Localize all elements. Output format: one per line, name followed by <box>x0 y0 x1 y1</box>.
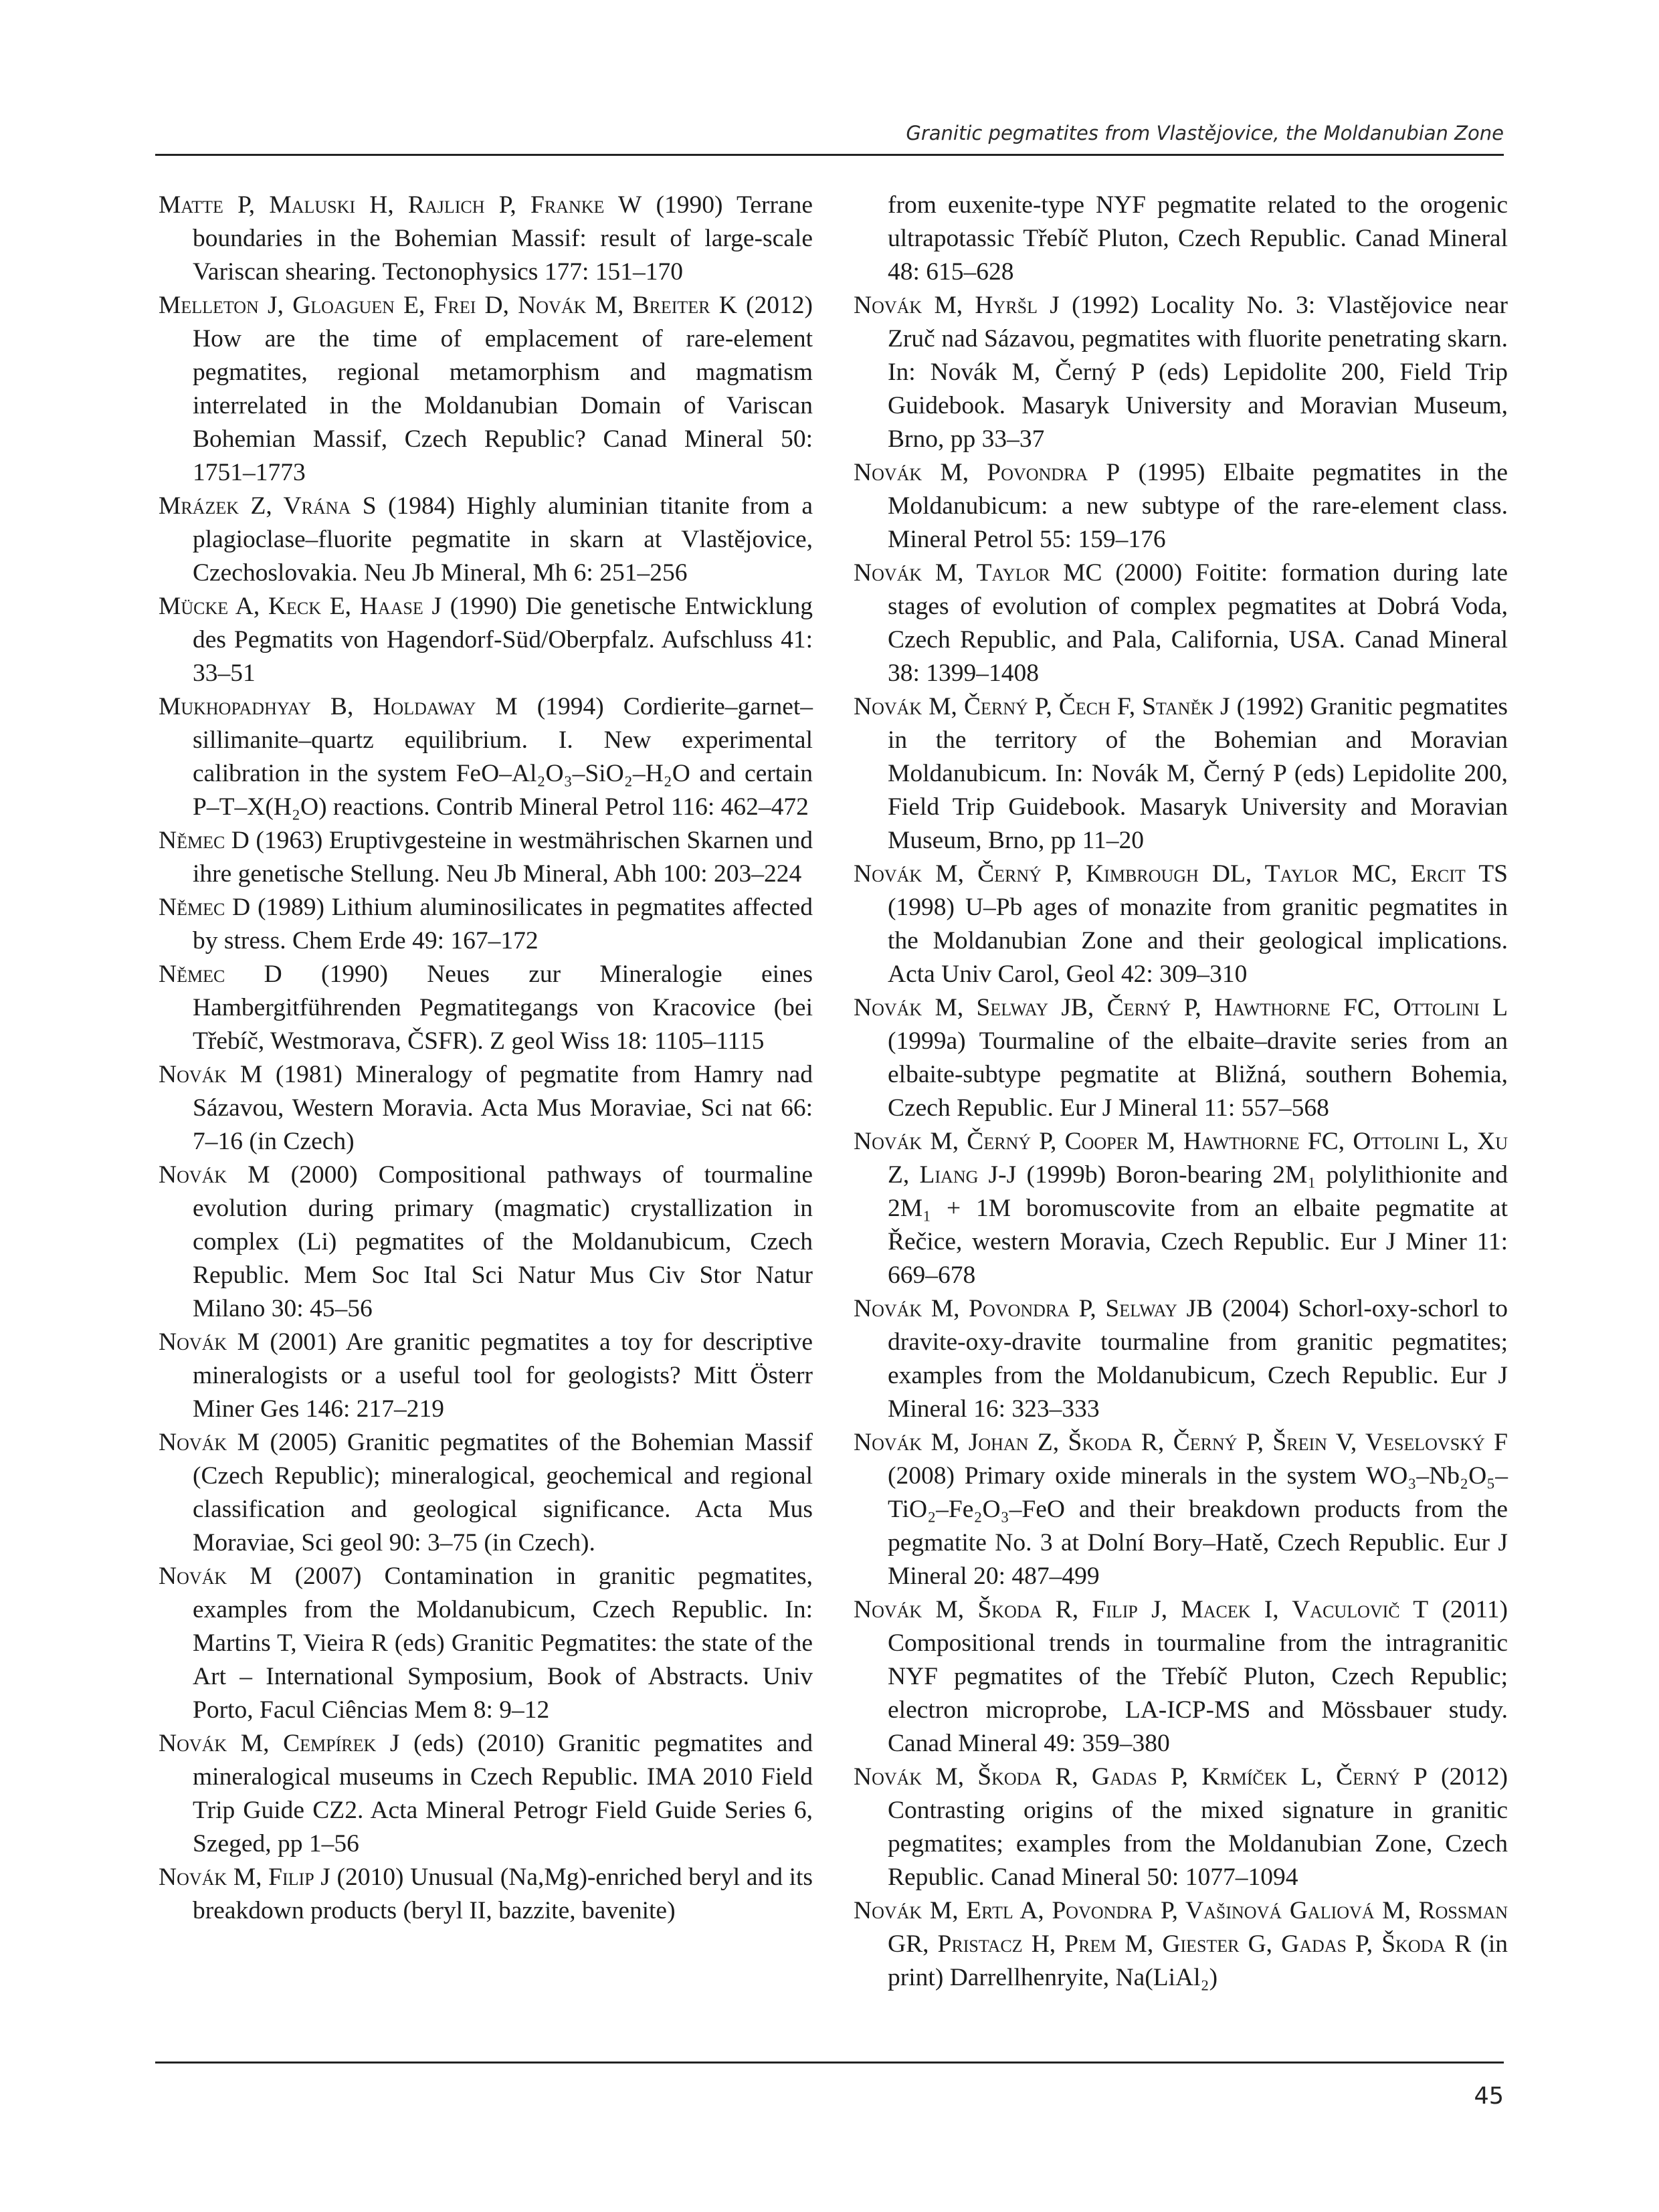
references-column-right <box>854 189 1508 2048</box>
reference-entry <box>159 1426 813 1560</box>
reference-text: (1992) Granitic pegmatites in the territory of the Bohemian and Moravian Moldanubicum. In: Novák M, Černý P (eds) Lepidolite 200, Field Trip Guidebook. Masaryk University and Moravian Museum, Brno, pp 11–20 <box>888 693 1508 854</box>
footer-rule <box>155 2062 1504 2064</box>
reference-authors: Novák M, Černý P, Čech F, Staněk J <box>854 693 1230 720</box>
reference-authors: Mukhopadhyay B, Holdaway M <box>159 693 518 720</box>
reference-entry <box>159 891 813 958</box>
reference-entry <box>159 1159 813 1326</box>
reference-text: (2007) Contamination in granitic pegmatites, examples from the Moldanubicum, Czech Republic. In: Martins T, Vieira R (eds) Granitic Pegmatites: the state of the Art – International Symposium, Book of Abstracts. Univ Porto, Facul Ciências Mem 8: 9–12 <box>193 1563 813 1724</box>
reference-entry <box>854 1593 1508 1761</box>
running-title: Granitic pegmatites from Vlastějovice, the Moldanubian Zone <box>906 122 1504 144</box>
reference-authors: Matte P, Maluski H, Rajlich P, Franke W <box>159 191 642 219</box>
reference-authors: Novák M, Hyršl J <box>854 292 1060 319</box>
reference-authors: Novák M <box>159 1328 260 1356</box>
reference-authors: Němec D <box>159 961 282 988</box>
reference-entry <box>854 456 1508 557</box>
reference-entry <box>854 557 1508 690</box>
header-rule <box>155 154 1504 156</box>
reference-text: (2010) Unusual (Na,Mg)-enriched beryl and its breakdown products (beryl II, bazzite, bavenite) <box>193 1864 813 1924</box>
reference-entry <box>159 824 813 891</box>
reference-authors: Novák M, Filip J <box>159 1864 330 1891</box>
reference-entry <box>159 958 813 1058</box>
reference-text: (1963) Eruptivgesteine in westmährischen Skarnen und ihre genetische Stellung. Neu Jb Mineral, Abh 100: 203–224 <box>193 827 813 888</box>
reference-text: (1998) U–Pb ages of monazite from granitic pegmatites in the Moldanubian Zone and their geological implications. Acta Univ Carol, Geol 42: 309–310 <box>888 894 1508 988</box>
reference-authors: Novák M, Ertl A, Povondra P, Vašinová Galiová M, Rossman GR, Pristacz H, Prem M, Giester G, Gadas P, Škoda R <box>854 1897 1508 1958</box>
reference-text: (2012) Contrasting origins of the mixed signature in granitic pegmatites; examples from the Moldanubian Zone, Czech Republic. Canad Mineral 50: 1077–1094 <box>888 1763 1508 1891</box>
reference-authors: Novák M, Cempírek J <box>159 1730 400 1757</box>
reference-entry <box>159 690 813 824</box>
reference-entry <box>854 991 1508 1125</box>
reference-text: (1994) Cordierite–garnet–sillimanite–quartz equilibrium. I. New experimental calibration in the system FeO–Al₂O₃–SiO₂–H₂O and certain P–T–X(H₂O) reactions. Contrib Mineral Petrol 116: 462–472 <box>193 693 813 821</box>
reference-entry <box>854 1426 1508 1593</box>
page-number: 45 <box>1474 2083 1504 2110</box>
reference-authors: Novák M <box>159 1429 260 1456</box>
reference-text: (2000) Foitite: formation during late stages of evolution of complex pegmatites at Dobrá Voda, Czech Republic, and Pala, California, USA. Canad Mineral 38: 1399–1408 <box>888 559 1508 687</box>
reference-text: (1990) Die genetische Entwicklung des Pegmatits von Hagendorf-Süd/Oberpfalz. Aufschluss 41: 33–51 <box>193 593 813 687</box>
reference-text: (1992) Locality No. 3: Vlastějovice near Zruč nad Sázavou, pegmatites with fluorite penetrating skarn. In: Novák M, Černý P (eds) Lepidolite 200, Field Trip Guidebook. Masaryk University and Moravian Museum, Brno, pp 33–37 <box>888 292 1508 453</box>
reference-text: (eds) (2010) Granitic pegmatites and mineralogical museums in Czech Republic. IMA 2010 Field Trip Guide CZ2. Acta Mineral Petrogr Field Guide Series 6, Szeged, pp 1–56 <box>193 1730 813 1857</box>
reference-entry <box>159 189 813 289</box>
reference-text: (2005) Granitic pegmatites of the Bohemian Massif (Czech Republic); mineralogical, geochemical and regional classification and geological significance. Acta Mus Moraviae, Sci geol 90: 3–75 (in Czech). <box>193 1429 813 1556</box>
reference-entry <box>159 1560 813 1727</box>
reference-entry <box>159 1727 813 1861</box>
reference-text: (1999a) Tourmaline of the elbaite–dravite series from an elbaite-subtype pegmatite at Bližná, southern Bohemia, Czech Republic. Eur J Mineral 11: 557–568 <box>888 1027 1508 1122</box>
reference-entry <box>854 858 1508 991</box>
reference-authors: Němec D <box>159 827 250 854</box>
reference-entry <box>159 289 813 490</box>
reference-authors: Novák M, Černý P, Cooper M, Hawthorne FC, Ottolini L, Xu Z, Liang J-J <box>854 1128 1508 1189</box>
reference-entry <box>159 1058 813 1159</box>
reference-text: (2012) How are the time of emplacement of rare-element pegmatites, regional metamorphism and magmatism interrelated in the Moldanubian Domain of Variscan Bohemian Massif, Czech Republic? Canad Mineral 50: 1751–1773 <box>193 292 813 486</box>
reference-entry <box>854 189 1508 289</box>
reference-text: (2000) Compositional pathways of tourmaline evolution during primary (magmatic) crystallization in complex (Li) pegmatites of the Moldanubicum, Czech Republic. Mem Soc Ital Sci Natur Mus Civ Stor Natur Milano 30: 45–56 <box>193 1161 813 1322</box>
reference-authors: Novák M, Povondra P, Selway JB <box>854 1295 1213 1322</box>
reference-authors: Mücke A, Keck E, Haase J <box>159 593 442 620</box>
reference-text: from euxenite-type NYF pegmatite related to the orogenic ultrapotassic Třebíč Pluton, Czech Republic. Canad Mineral 48: 615–628 <box>888 191 1508 286</box>
reference-text: (2001) Are granitic pegmatites a toy for descriptive mineralogists or a useful tool for geologists? Mitt Österr Miner Ges 146: 217–219 <box>193 1328 813 1423</box>
reference-authors: Novák M <box>159 1161 270 1189</box>
reference-entry <box>854 690 1508 858</box>
reference-entry <box>854 1761 1508 1894</box>
reference-authors: Novák M, Povondra P <box>854 459 1120 486</box>
reference-text: (2004) Schorl-oxy-schorl to dravite-oxy-dravite tourmaline from granitic pegmatites; examples from the Moldanubicum, Czech Republic. Eur J Mineral 16: 323–333 <box>888 1295 1508 1423</box>
reference-authors: Novák M, Selway JB, Černý P, Hawthorne FC, Ottolini L <box>854 994 1508 1021</box>
reference-authors: Novák M <box>159 1563 272 1590</box>
reference-text: (2008) Primary oxide minerals in the system WO₃–Nb₂O₅–TiO₂–Fe₂O₃–FeO and their breakdown products from the pegmatite No. 3 at Dolní Bory–Hatě, Czech Republic. Eur J Mineral 20: 487–499 <box>888 1462 1508 1590</box>
reference-text: (1995) Elbaite pegmatites in the Moldanubicum: a new subtype of the rare-element class. Mineral Petrol 55: 159–176 <box>888 459 1508 553</box>
reference-authors: Novák M, Škoda R, Filip J, Macek I, Vaculovič T <box>854 1596 1429 1623</box>
reference-entry <box>159 590 813 690</box>
reference-entry <box>854 289 1508 456</box>
reference-text: (1999b) Boron-bearing 2M₁ polylithionite and 2M₁ + 1M boromuscovite from an elbaite pegmatite at Řečice, western Moravia, Czech Republic. Eur J Miner 11: 669–678 <box>888 1161 1508 1289</box>
reference-authors: Novák M <box>159 1061 263 1088</box>
reference-authors: Melleton J, Gloaguen E, Frei D, Novák M, Breiter K <box>159 292 737 319</box>
reference-authors: Mrázek Z, Vrána S <box>159 492 377 520</box>
reference-authors: Němec D <box>159 894 251 921</box>
reference-authors: Novák M, Taylor MC <box>854 559 1102 587</box>
reference-text: (1990) Neues zur Mineralogie eines Hambergitführenden Pegmatitegangs von Kracovice (bei Třebíč, Westmorava, ČSFR). Z geol Wiss 18: 1105–1115 <box>193 961 813 1055</box>
reference-text: (2011) Compositional trends in tourmaline from the intragranitic NYF pegmatites of the Třebíč Pluton, Czech Republic; electron microprobe, LA-ICP-MS and Mössbauer study. Canad Mineral 49: 359–380 <box>888 1596 1508 1757</box>
reference-entry <box>159 1326 813 1426</box>
reference-authors: Novák M, Škoda R, Gadas P, Krmíček L, Černý P <box>854 1763 1428 1791</box>
reference-entry <box>159 490 813 590</box>
references-column-left <box>159 189 813 2048</box>
reference-entry <box>854 1894 1508 1995</box>
reference-text: (1989) Lithium aluminosilicates in pegmatites affected by stress. Chem Erde 49: 167–172 <box>193 894 813 954</box>
reference-text: (1981) Mineralogy of pegmatite from Hamry nad Sázavou, Western Moravia. Acta Mus Moraviae, Sci nat 66: 7–16 (in Czech) <box>193 1061 813 1155</box>
reference-entry <box>854 1292 1508 1426</box>
reference-text: (1984) Highly aluminian titanite from a plagioclase–fluorite pegmatite in skarn at Vlastějovice, Czechoslovakia. Neu Jb Mineral, Mh 6: 251–256 <box>193 492 813 587</box>
reference-authors: Novák M, Černý P, Kimbrough DL, Taylor MC, Ercit TS <box>854 860 1508 888</box>
reference-authors: Novák M, Johan Z, Škoda R, Černý P, Šrein V, Veselovský F <box>854 1429 1508 1456</box>
reference-entry <box>854 1125 1508 1292</box>
reference-text: (1990) Terrane boundaries in the Bohemian Massif: result of large-scale Variscan shearing. Tectonophysics 177: 151–170 <box>193 191 813 286</box>
reference-text: (in print) Darrellhenryite, Na(LiAl₂) <box>888 1930 1508 1991</box>
reference-entry <box>159 1861 813 1928</box>
